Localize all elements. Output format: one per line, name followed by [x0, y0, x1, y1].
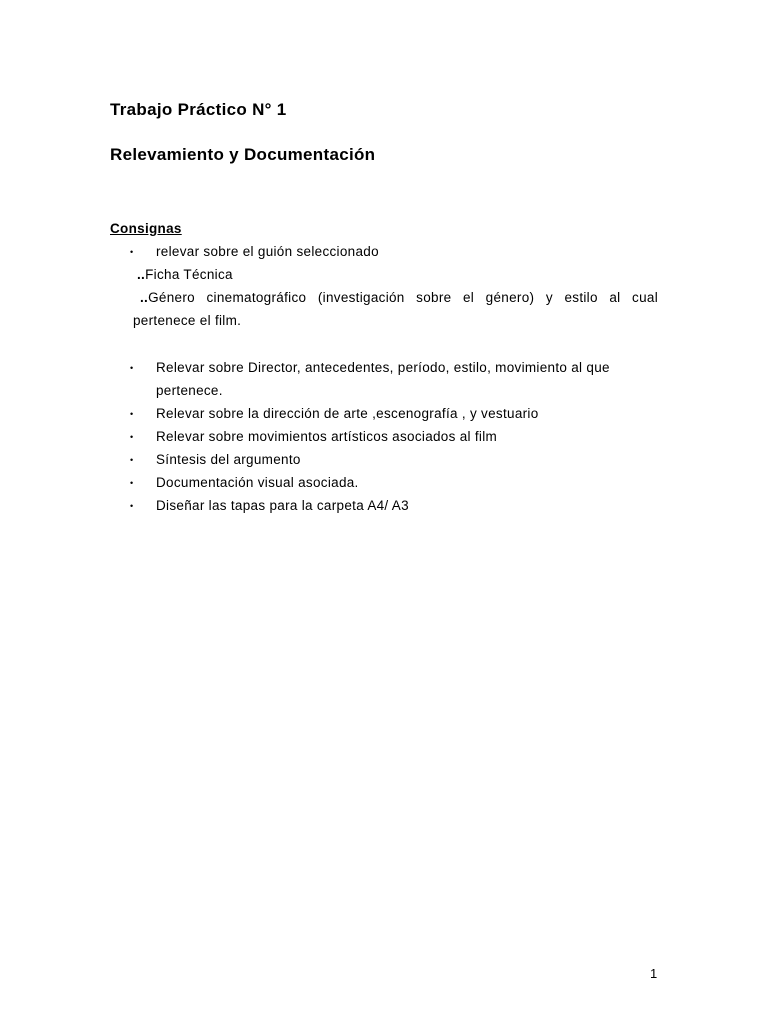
sub-item-marker: .. — [137, 267, 146, 282]
list-item: Relevar sobre movimientos artísticos asociados al film — [156, 429, 498, 444]
bullet-marker: • — [130, 409, 134, 419]
section-heading: Consignas — [110, 221, 182, 236]
sub-item — [137, 267, 233, 282]
bullet-marker: • — [130, 501, 134, 511]
bullet-marker: • — [130, 247, 134, 257]
bullet-marker: • — [130, 363, 134, 373]
page-number: 1 — [650, 966, 658, 981]
list-item: Relevar sobre la dirección de arte ,escenografía , y vestuario — [156, 406, 539, 421]
bullet-marker: • — [130, 478, 134, 488]
sub-item — [140, 290, 658, 305]
list-item: relevar sobre el guión seleccionado — [156, 244, 379, 259]
list-item: Relevar sobre Director, antecedentes, período, estilo, movimiento al que — [156, 360, 610, 375]
sub-item-text: Ficha Técnica — [145, 267, 233, 282]
bullet-marker: • — [130, 455, 134, 465]
list-item-continuation: pertenece. — [156, 383, 223, 398]
bullet-marker: • — [130, 432, 134, 442]
document-title: Trabajo Práctico N° 1 — [110, 100, 287, 119]
list-item: Documentación visual asociada. — [156, 475, 359, 490]
document-subtitle: Relevamiento y Documentación — [110, 145, 376, 164]
sub-item-continuation: pertenece el film. — [133, 313, 242, 328]
list-item: Diseñar las tapas para la carpeta A4/ A3 — [156, 498, 409, 513]
list-item: Síntesis del argumento — [156, 452, 301, 467]
sub-item-text: Género cinematográfico (investigación sobre el género) y estilo al cual — [148, 290, 658, 305]
sub-item-marker: .. — [140, 290, 149, 305]
